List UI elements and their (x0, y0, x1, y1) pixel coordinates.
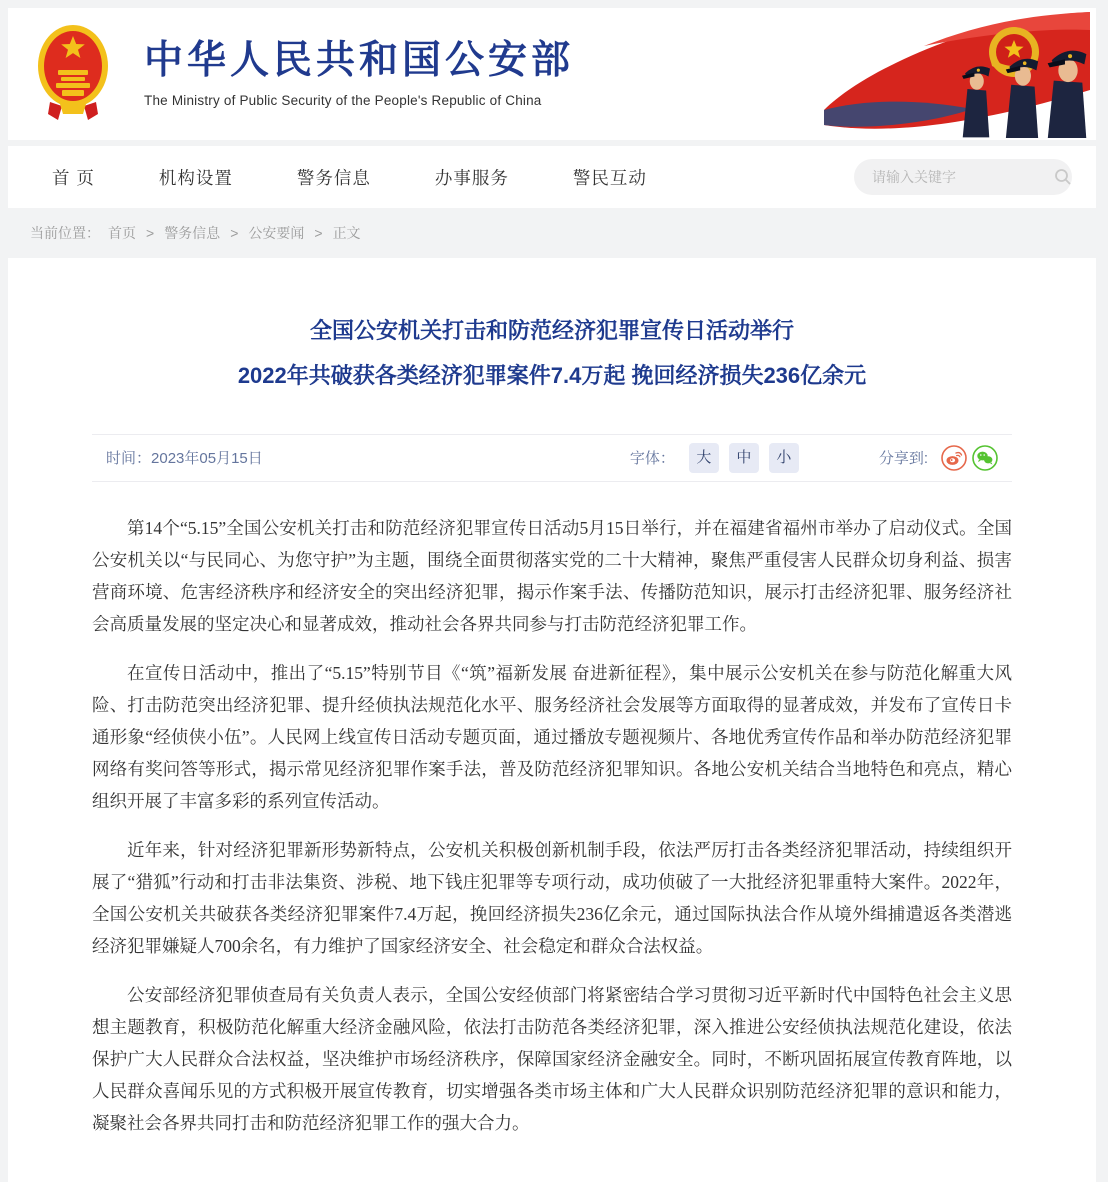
breadcrumb-items (108, 223, 381, 243)
nav-items (52, 165, 711, 190)
weibo-share-icon[interactable] (941, 445, 967, 471)
nav-item[interactable]: 首 页 (52, 167, 95, 188)
national-emblem-icon (36, 22, 110, 127)
nav-item[interactable]: 机构设置 (158, 167, 233, 188)
search-input[interactable] (872, 169, 1053, 185)
publish-time (106, 447, 263, 468)
article-title (92, 316, 1012, 392)
article-paragraph: 在宣传日活动中，推出了“5.15”特别节目《“筑”福新发展 奋进新征程》，集中展示公安机关在参与防范化解重大风险、打击防范突出经济犯罪、提升经侦执法规范化水平、服务经济社会发展等方面取得的显著成效，并发布了宣传日卡通形象“经侦侠小伍”。人民网上线宣传日活动专题页面，通过播放专题视频片、各地优秀宣传作品和举办防范经济犯罪网络有奖问答等形式，揭示常见经济犯罪作案手法，普及防范经济犯罪知识。各地公安机关结合当地特色和亮点，精心组织开展了丰富多彩的系列宣传活动。 (92, 662, 1012, 811)
site-subtitle: The Ministry of Public Security of the People's Republic of China (144, 92, 542, 108)
breadcrumb-separator: > (314, 225, 323, 241)
font-size-label: 字体： (629, 450, 675, 468)
article-panel (8, 258, 1096, 1182)
breadcrumb (8, 208, 1096, 258)
site-title-block (144, 40, 574, 108)
site-title: 中华人民共和国公安部 (144, 39, 575, 83)
article-title-line1: 全国公安机关打击和防范经济犯罪宣传日活动举行 (309, 318, 794, 343)
font-size-button[interactable]: 中 (729, 443, 759, 473)
breadcrumb-label: 当前位置： (30, 225, 100, 241)
font-size-buttons (689, 443, 809, 473)
nav-item[interactable]: 警民互动 (572, 167, 647, 188)
search-icon[interactable] (1053, 167, 1073, 187)
article-paragraph: 近年来，针对经济犯罪新形势新特点，公安机关积极创新机制手段，依法严厉打击各类经济犯罪活动，持续组织开展了“猎狐”行动和打击非法集资、涉税、地下钱庄犯罪等专项行动，成功侦破了一大批经济犯罪重特大案件。2022年，全国公安机关共破获各类经济犯罪案件7.4万起，挽回经济损失236亿余元，通过国际执法合作从境外缉捕遣返各类潜逃经济犯罪嫌疑人700余名，有力维护了国家经济安全、社会稳定和群众合法权益。 (92, 839, 1012, 956)
article-meta-bar (92, 434, 1012, 482)
breadcrumb-separator: > (230, 225, 239, 241)
nav-item[interactable]: 警务信息 (296, 167, 371, 188)
time-label: 时间： (106, 450, 152, 468)
font-size-button[interactable]: 大 (689, 443, 719, 473)
breadcrumb-link[interactable]: 首页 (108, 225, 136, 241)
font-size-button[interactable]: 小 (769, 443, 799, 473)
breadcrumb-link[interactable]: 正文 (332, 225, 361, 241)
breadcrumb-link[interactable]: 公安要闻 (248, 225, 305, 241)
article-paragraph: 第14个“5.15”全国公安机关打击和防范经济犯罪宣传日活动5月15日举行，并在福建省福州市举办了启动仪式。全国公安机关以“与民同心、为您守护”为主题，围绕全面贯彻落实党的二十大精神，聚焦严重侵害人民群众切身利益、损害营商环境、危害经济秩序和经济安全的突出经济犯罪，揭示作案手法、传播防范知识，展示打击经济犯罪、服务经济社会高质量发展的坚定决心和显著成效，推动社会各界共同参与打击防范经济犯罪工作。 (92, 517, 1012, 634)
article-paragraph: 公安部经济犯罪侦查局有关负责人表示，全国公安经侦部门将紧密结合学习贯彻习近平新时代中国特色社会主义思想主题教育，积极防范化解重大经济金融风险，依法打击防范各类经济犯罪，深入推进公安经侦执法规范化建设，依法保护广大人民群众合法权益，坚决维护市场经济秩序，保障国家经济金融安全。同时，不断巩固拓展宣传教育阵地，以人民群众喜闻乐见的方式积极开展宣传教育，切实增强各类市场主体和广大人民群众识别防范经济犯罪的意识和能力，凝聚社会各界共同打击和防范经济犯罪工作的强大合力。 (92, 984, 1012, 1133)
breadcrumb-link[interactable]: 警务信息 (164, 225, 221, 241)
time-value: 2023年05月15日 (151, 450, 263, 468)
search-box[interactable] (854, 159, 1072, 195)
wechat-share-icon[interactable] (972, 445, 998, 471)
share-group (879, 445, 998, 471)
article-body (92, 512, 1012, 1139)
article-title-line2: 2022年共破获各类经济犯罪案件7.4万起 挽回经济损失236亿余元 (237, 362, 867, 388)
main-nav (8, 146, 1096, 208)
police-banner-image (824, 12, 1090, 143)
site-header (8, 8, 1096, 140)
breadcrumb-separator: > (146, 225, 155, 241)
nav-item[interactable]: 办事服务 (434, 167, 509, 188)
share-label: 分享到: (878, 450, 928, 468)
